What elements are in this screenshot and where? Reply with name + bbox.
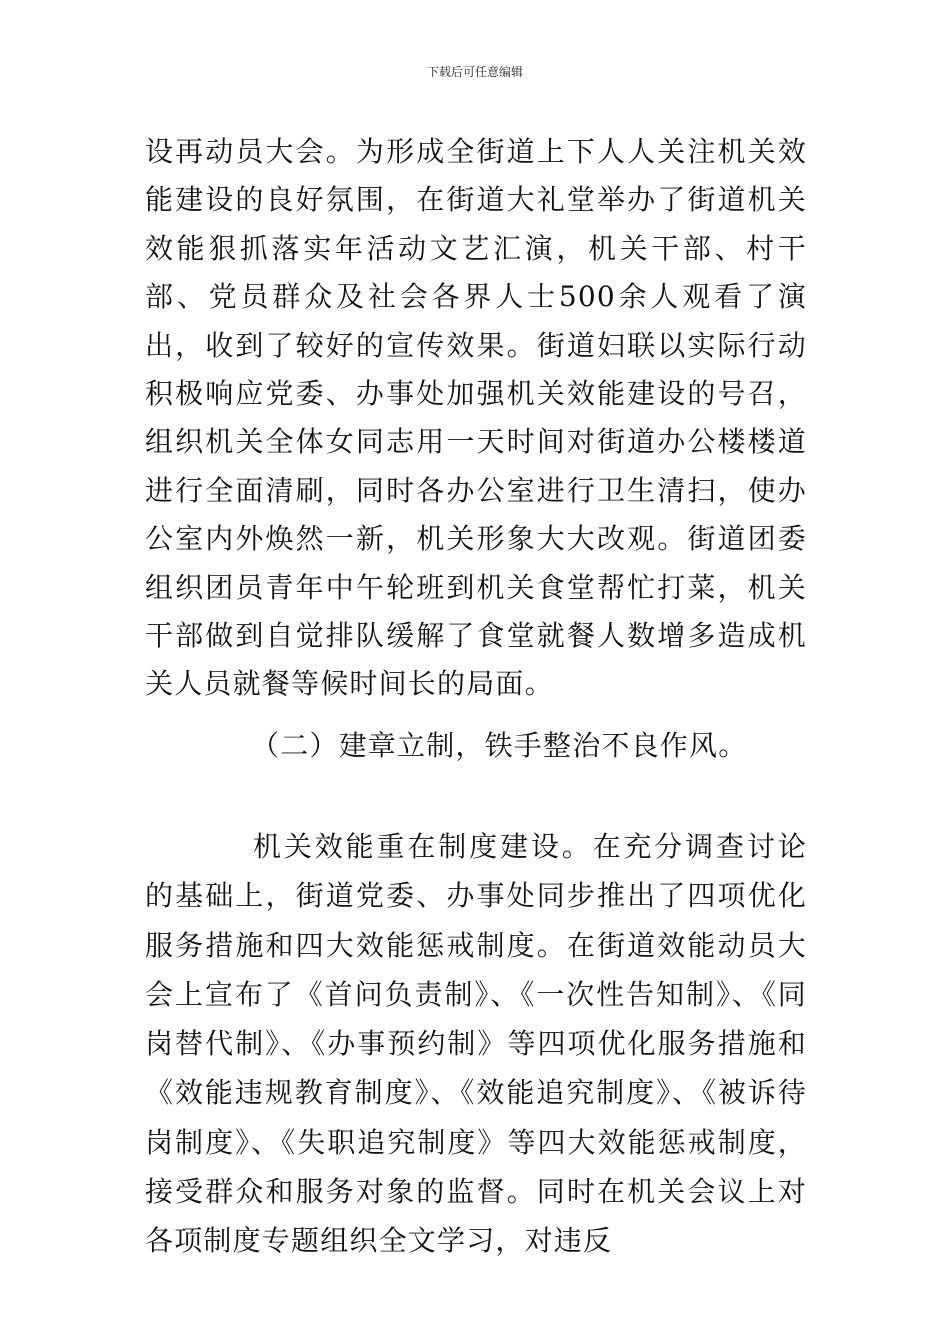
section-heading: （二）建章立制，铁手整治不良作风。 — [251, 729, 748, 762]
paragraph-1: 设再动员大会。为形成全街道上下人人关注机关效能建设的良好氛围，在街道大礼堂举办了街道机关效能狠抓落实年活动文艺汇演，机关干部、村干部、党员群众及社会各界人士500余人观看了演出，收到了较好的宣传效果。街道妇联以实际行动积极响应党委、办事处加强机关效能建设的号召，组织机关全体女同志用一天时间对街道办公楼楼道进行全面清刷，同时各办公室进行卫生清扫，使办公室内外焕然一新，机关形象大大改观。街道团委组织团员青年中午轮班到机关食堂帮忙打菜，机关干部做到自觉排队缓解了食堂就餐人数增多造成机关人员就餐等候时间长的局面。 — [145, 135, 807, 701]
paragraph-2: 机关效能重在制度建设。在充分调查讨论的基础上，街道党委、办事处同步推出了四项优化服务措施和四大效能惩戒制度。在街道效能动员大会上宣布了《首问负责制》、《一次性告知制》、《同岗替代制》、《办事预约制》等四项优化服务措施和《效能违规教育制度》、《效能追究制度》、《被诉待岗制度》、《失职追究制度》等四大效能惩戒制度，接受群众和服务对象的监督。同时在机关会议上对各项制度专题组织全文学习，对违反 — [145, 830, 807, 1258]
page-header: 下载后可任意编辑 — [426, 65, 523, 79]
